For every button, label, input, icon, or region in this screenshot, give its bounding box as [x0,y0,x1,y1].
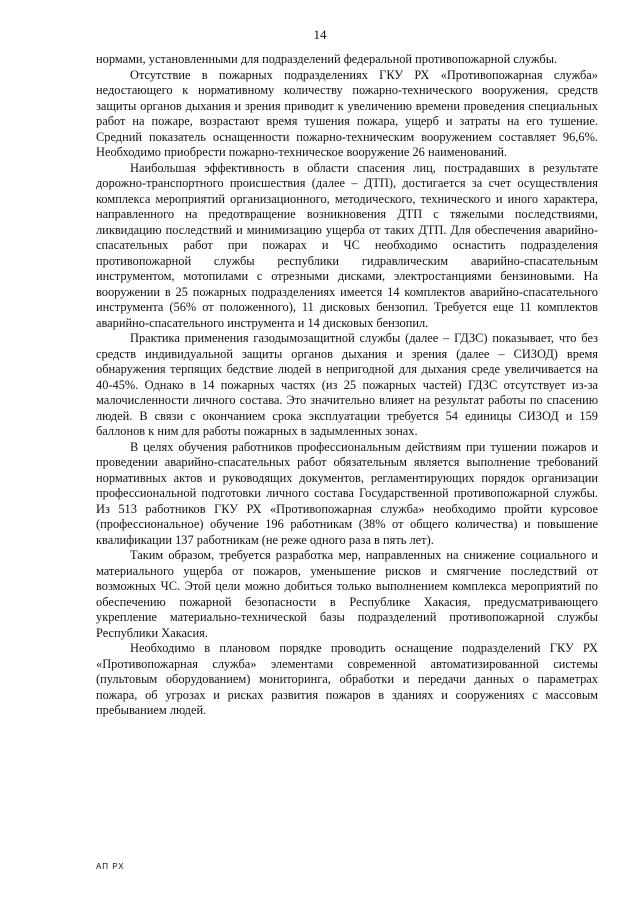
paragraph: Таким образом, требуется разработка мер, направленных на снижение социального и материального ущерба от пожаров, уменьшение рисков и смягчение последствий от возможных ЧС. Этой цели можно добиться только выполнением комплекса мероприятий по обеспечению пожарной безопасности в Республике Хакасия, предусматривающего укрепление материально-технической базы подразделений противопожарной службы Республики Хакасия. [96,548,598,640]
paragraph: Наибольшая эффективность в области спасения лиц, пострадавших в результате дорожно-транспортного происшествия (далее – ДТП), достигается за счет осуществления комплекса мероприятий организационного, методического, технического и иного характера, направленного на предотвращение возникновения ДТП с тяжелыми последствиями, ликвидацию последствий и минимизацию ущерба от таких ДТП. Для обеспечения аварийно-спасательных работ при пожарах и ЧС необходимо оснастить подразделения противопожарной службы республики гидравлическим аварийно-спасательным инструментом, мотопилами с отрезными дисками, электростанциями бензиновыми. На вооружении в 25 пожарных подразделениях имеется 14 комплектов аварийно-спасательного инструмента (56% от положенного), 11 дисковых бензопил. Требуется еще 11 комплектов аварийно-спасательного инструмента и 14 дисковых бензопил. [96,160,598,330]
paragraph: В целях обучения работников профессиональным действиям при тушении пожаров и проведении аварийно-спасательных работ обязательным является выполнение требований нормативных актов и руководящих документов, регламентирующих порядок организации профессиональной подготовки личного состава Государственной противопожарной службы. Из 513 работников ГКУ РХ «Противопожарная служба» необходимо пройти курсовое (профессиональное) обучение 196 работникам (38% от общего количества) и повышение квалификации 137 работникам (не реже одного раза в пять лет). [96,439,598,547]
body-text [96,52,598,719]
paragraph: Необходимо в плановом порядке проводить оснащение подразделений ГКУ РХ «Противопожарная служба» элементами современной автоматизированной системы (пультовым оборудованием) мониторинга, обработки и передачи данных о параметрах пожара, об угрозах и рисках развития пожаров в зданиях и сооружениях с массовым пребыванием людей. [96,641,598,717]
footer-stamp-mark: АП РХ [96,862,125,871]
paragraph-continuation: нормами, установленными для подразделений федеральной противопожарной службы. [96,52,558,66]
page-number: 14 [313,27,327,42]
paragraph: Отсутствие в пожарных подразделениях ГКУ РХ «Противопожарная служба» недостающего к нормативному количеству пожарно-технического вооружения, средств защиты органов дыхания и зрения приводит к увеличению времени проведения специальных работ на пожаре, возрастают время тушения пожара, ущерб и затраты на его тушение. Средний показатель оснащенности пожарно-техническим вооружением составляет 96,6%. Необходимо приобрести пожарно-техническое вооружение 26 наименований. [96,67,598,159]
paragraph: Практика применения газодымозащитной службы (далее – ГДЗС) показывает, что без средств индивидуальной защиты органов дыхания и зрения (далее – СИЗОД) время обнаружения терпящих бедствие людей в непригодной для дыхания среде увеличивается на 40-45%. Однако в 14 пожарных частях (из 25 пожарных частей) ГДЗС отсутствует из-за малочисленности личного состава. Это значительно влияет на результат работы по спасению людей. В связи с окончанием срока эксплуатации требуется 54 единицы СИЗОД и 159 баллонов к ним для работы пожарных в задымленных зонах. [96,331,598,438]
